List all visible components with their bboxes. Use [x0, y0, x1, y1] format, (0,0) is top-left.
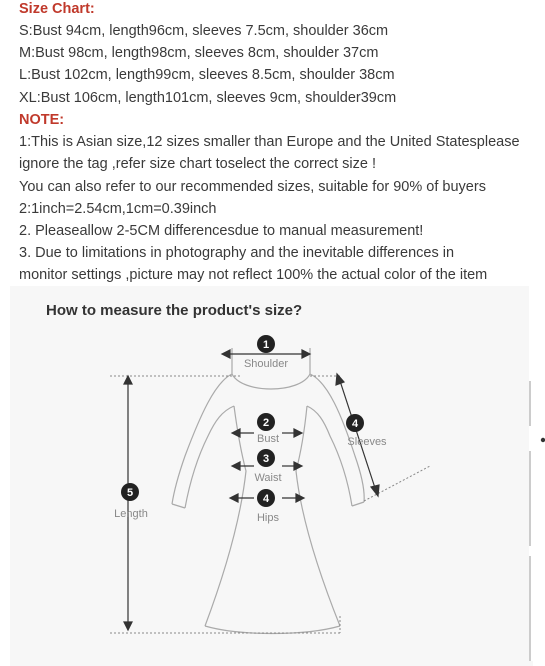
marker-1-number: 1	[262, 339, 270, 351]
label-waist: Waist	[254, 472, 282, 484]
label-length: Length	[114, 508, 148, 520]
note-line-2: ignore the tag ,refer size chart toselect the correct size !	[19, 156, 377, 172]
label-bust: Bust	[256, 433, 280, 445]
size-row-xl: XL:Bust 106cm, length101cm, sleeves 9cm, shoulder39cm	[19, 90, 397, 106]
marker-5-number: 5	[126, 487, 134, 499]
marker-3-number: 3	[262, 453, 270, 465]
size-row-l: L:Bust 102cm, length99cm, sleeves 8.5cm, shoulder 38cm	[19, 67, 395, 83]
marker-4-sleeves-number: 4	[351, 418, 359, 430]
note-line-7: monitor settings ,picture may not reflect 100% the actual color of the item	[19, 267, 488, 283]
note-line-4: 2:1inch=2.54cm,1cm=0.39inch	[19, 201, 217, 217]
note-title: NOTE:	[19, 112, 65, 128]
marker-2-number: 2	[262, 417, 270, 429]
size-chart-title: Size Chart:	[19, 1, 95, 17]
note-line-5: 2. Pleaseallow 2-5CM differencesdue to manual measurement!	[19, 223, 424, 239]
measurement-figure	[10, 286, 533, 666]
marker-4-hips-number: 4	[262, 493, 270, 505]
label-hips: Hips	[256, 512, 280, 524]
note-line-3: You can also refer to our recommended sizes, suitable for 90% of buyers	[19, 179, 486, 195]
label-shoulder: Shoulder	[243, 358, 289, 370]
note-line-6: 3. Due to limitations in photography and the inevitable differences in	[19, 245, 455, 261]
size-row-s: S:Bust 94cm, length96cm, sleeves 7.5cm, shoulder 36cm	[19, 23, 389, 39]
label-sleeves: Sleeves	[347, 436, 387, 448]
page-edge-strip	[529, 286, 545, 661]
figure-title: How to measure the product's size?	[46, 302, 303, 319]
dress-diagram	[10, 286, 533, 666]
size-row-m: M:Bust 98cm, length98cm, sleeves 8cm, shoulder 37cm	[19, 45, 379, 61]
dress-outline-left-arm	[172, 374, 232, 504]
note-line-1: 1:This is Asian size,12 sizes smaller than Europe and the United Statesplease	[19, 134, 520, 150]
